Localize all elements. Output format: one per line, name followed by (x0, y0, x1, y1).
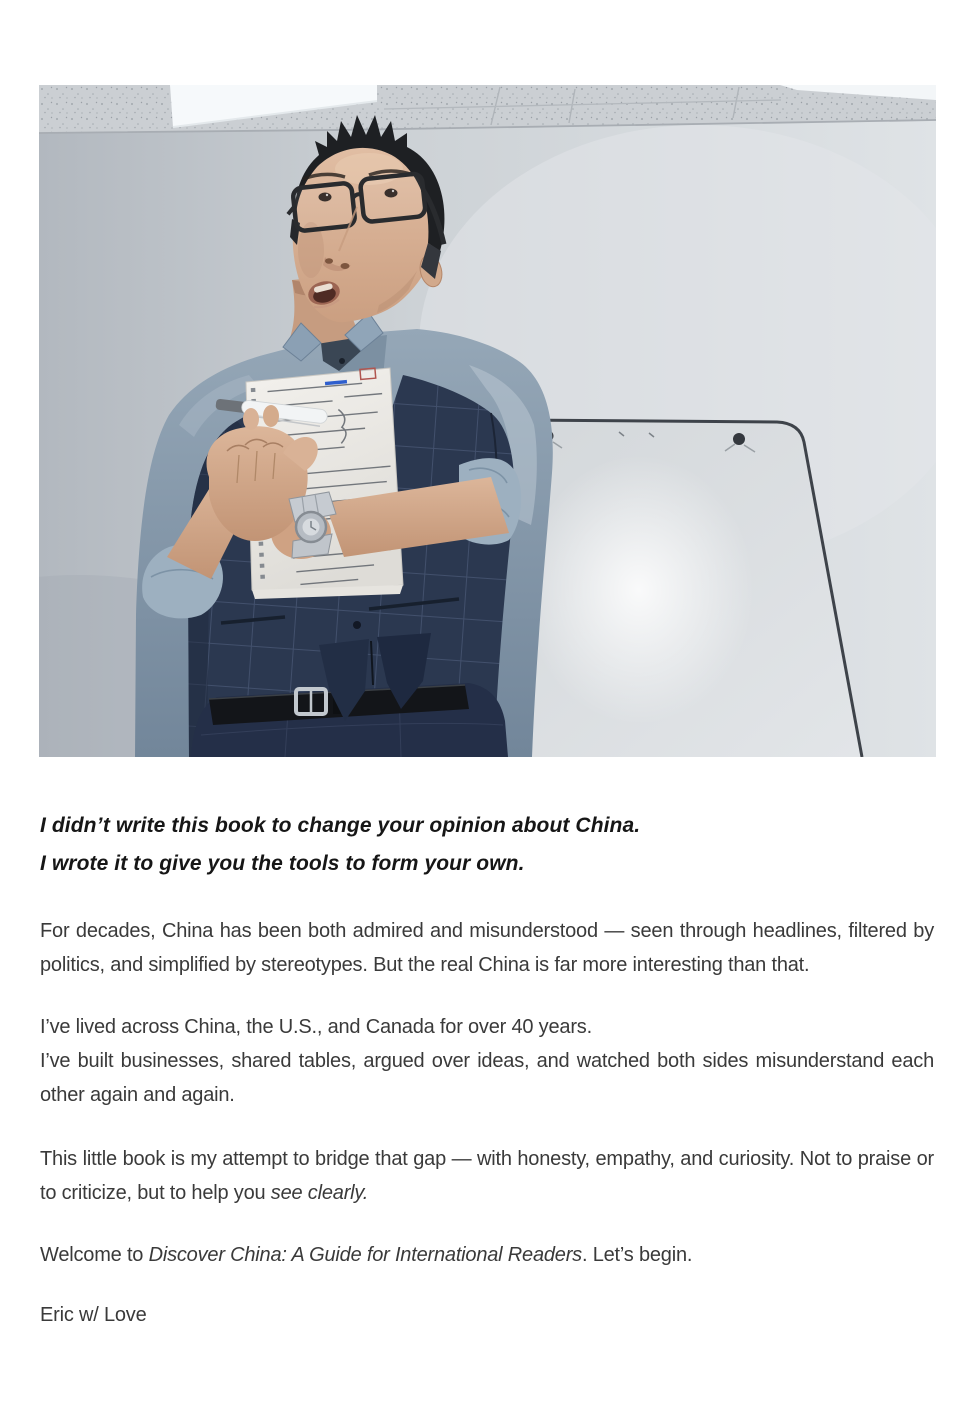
author-quote (40, 807, 934, 883)
paragraph-lived-line2: I’ve built businesses, shared tables, argued over ideas, and watched both sides misunderstand each other again and again. (40, 1050, 934, 1106)
intro-text-column (40, 807, 934, 1332)
paragraph-welcome (40, 1238, 934, 1272)
author-photo (39, 85, 936, 757)
paragraph-lived-across (40, 1010, 934, 1112)
welcome-pre: Welcome to (40, 1244, 149, 1266)
bridge-gap-text: This little book is my attempt to bridge that gap — with honesty, empathy, and curiosity. Not to praise or to criticize, but to help you (40, 1148, 934, 1204)
book-title-italic: Discover China: A Guide for International Readers (148, 1244, 582, 1266)
paragraph-decades: For decades, China has been both admired and misunderstood — seen through headlines, filtered by politics, and simplified by stereotypes. But the real China is far more interesting than that. (40, 920, 934, 976)
quote-line-2: I wrote it to give you the tools to form your own. (40, 852, 525, 875)
paragraph-lived-line1: I’ve lived across China, the U.S., and Canada for over 40 years. (40, 1016, 592, 1038)
quote-line-1: I didn’t write this book to change your opinion about China. (40, 814, 641, 837)
signature: Eric w/ Love (40, 1304, 147, 1326)
welcome-post: . Let’s begin. (581, 1244, 693, 1266)
author-photo-illustration (39, 85, 936, 757)
paragraph-bridge-gap (40, 1142, 934, 1210)
blue-ink-highlight (325, 382, 347, 384)
see-clearly-italic: see clearly. (270, 1182, 369, 1204)
